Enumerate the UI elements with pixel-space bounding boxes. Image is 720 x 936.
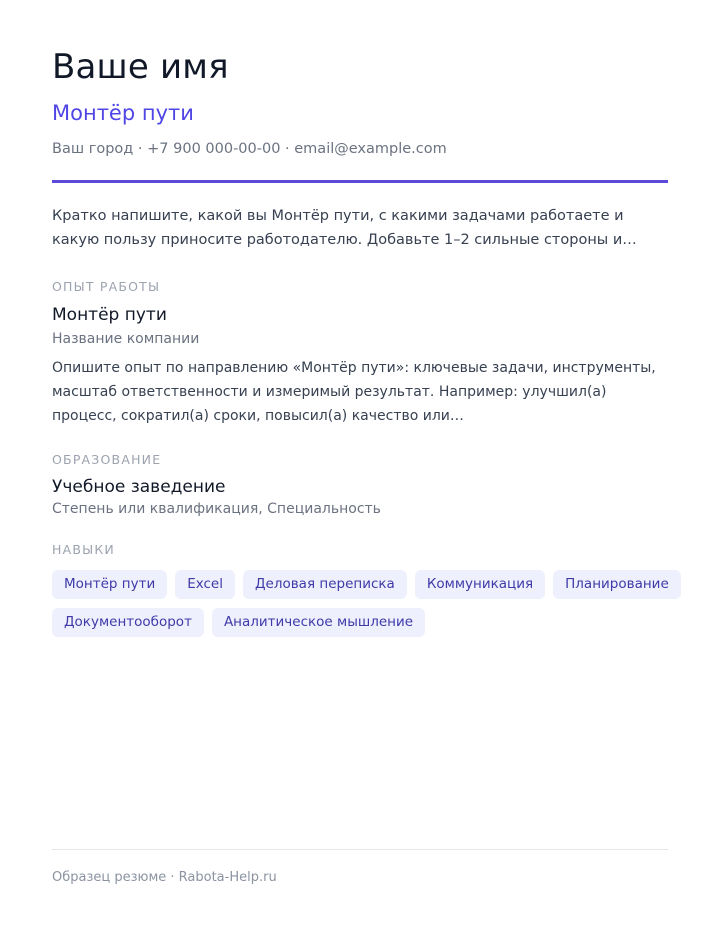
experience-description: Опишите опыт по направлению «Монтёр пути»: ключевые задачи, инструменты, масштаб ответственности и измеримый результат. Например: улучшил(а) процесс, сократил(а) сроки, повысил(а) качество или…: [52, 360, 656, 424]
education-institution: Учебное заведение: [52, 477, 226, 497]
experience-company: Название компании: [52, 331, 200, 347]
skill-chip: Коммуникация: [415, 570, 545, 599]
skills-row: [52, 570, 681, 599]
skill-chip: Аналитическое мышление: [212, 608, 425, 637]
skill-chip: Документооборот: [52, 608, 204, 637]
candidate-role: Монтёр пути: [52, 101, 194, 125]
skill-chip: Монтёр пути: [52, 570, 167, 599]
skill-chip: Планирование: [553, 570, 681, 599]
education-degree: Степень или квалификация, Специальность: [52, 501, 381, 517]
skill-chip: Excel: [175, 570, 235, 599]
skill-chip: Деловая переписка: [243, 570, 407, 599]
education-section-title: ОБРАЗОВАНИЕ: [52, 452, 162, 467]
candidate-name: Ваше имя: [52, 47, 229, 87]
experience-position: Монтёр пути: [52, 305, 167, 325]
contact-line: Ваш город · +7 900 000-00-00 · email@example.com: [52, 141, 447, 157]
experience-section-title: ОПЫТ РАБОТЫ: [52, 279, 161, 294]
skills-row: [52, 608, 425, 637]
header-divider: [52, 180, 668, 183]
resume-page: [52, 0, 668, 936]
summary-text: Кратко напишите, какой вы Монтёр пути, с какими задачами работаете и какую пользу приносите работодателю. Добавьте 1–2 сильные стороны и…: [52, 208, 637, 248]
footer-text: Образец резюме · Rabota-Help.ru: [52, 870, 277, 885]
skills-section-title: НАВЫКИ: [52, 542, 115, 557]
footer-divider: [52, 849, 668, 850]
